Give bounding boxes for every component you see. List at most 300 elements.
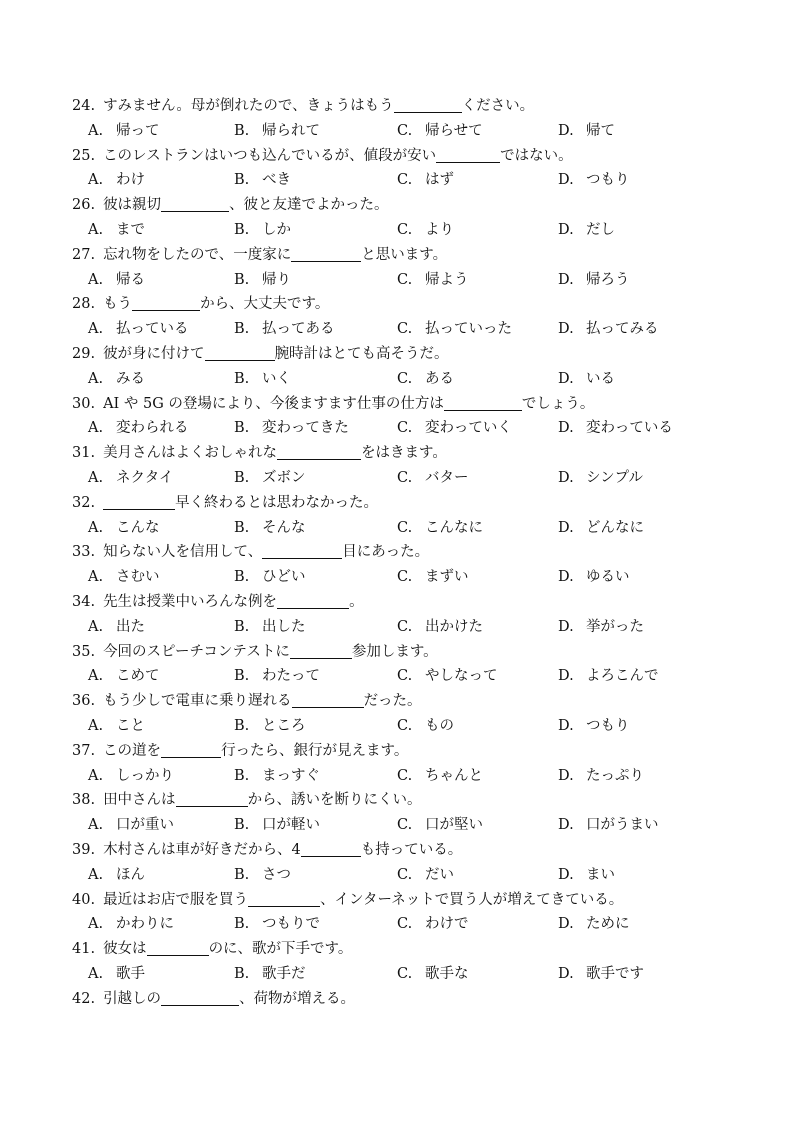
option-c bbox=[397, 218, 454, 243]
option-letter: A. bbox=[88, 221, 104, 238]
option-b bbox=[234, 565, 306, 590]
question-text-after-blank: をはきます。 bbox=[361, 445, 447, 462]
option-text: 帰る bbox=[116, 271, 145, 288]
option-a bbox=[88, 516, 160, 541]
options-row bbox=[72, 764, 762, 789]
question-36 bbox=[72, 689, 762, 714]
question-27 bbox=[72, 243, 762, 268]
option-letter: A. bbox=[88, 817, 104, 834]
option-a bbox=[88, 714, 145, 739]
option-text: いく bbox=[262, 370, 291, 387]
option-letter: D. bbox=[558, 469, 574, 486]
option-c bbox=[397, 565, 469, 590]
option-text: 帰ろう bbox=[586, 271, 630, 288]
option-d bbox=[558, 268, 630, 293]
option-letter: D. bbox=[558, 668, 574, 685]
option-a bbox=[88, 168, 145, 193]
option-b bbox=[234, 466, 306, 491]
option-a bbox=[88, 416, 189, 441]
question-text-before-blank: もう bbox=[103, 296, 133, 313]
question-number: 30. bbox=[72, 395, 96, 412]
option-letter: B. bbox=[234, 122, 250, 139]
answer-blank bbox=[291, 245, 361, 262]
option-letter: D. bbox=[558, 221, 574, 238]
option-letter: B. bbox=[234, 866, 250, 883]
option-text: 変わっていく bbox=[425, 420, 512, 437]
options-row bbox=[72, 466, 762, 491]
option-text: バター bbox=[425, 469, 469, 486]
option-letter: C. bbox=[397, 321, 413, 338]
option-letter: D. bbox=[558, 717, 574, 734]
answer-blank bbox=[161, 741, 221, 758]
options-row bbox=[72, 268, 762, 293]
option-letter: A. bbox=[88, 519, 104, 536]
question-38 bbox=[72, 788, 762, 813]
option-a bbox=[88, 466, 173, 491]
answer-blank bbox=[161, 989, 239, 1006]
option-letter: B. bbox=[234, 717, 250, 734]
question-number: 24. bbox=[72, 98, 96, 114]
question-40 bbox=[72, 888, 762, 913]
option-letter: D. bbox=[558, 420, 574, 437]
option-text: 出かけた bbox=[425, 618, 483, 635]
question-text-after-blank: 、彼と友達でよかった。 bbox=[229, 197, 389, 214]
option-text: だい bbox=[425, 866, 454, 883]
option-a bbox=[88, 268, 145, 293]
option-letter: C. bbox=[397, 271, 413, 288]
option-a bbox=[88, 664, 160, 689]
option-letter: D. bbox=[558, 767, 574, 784]
option-c bbox=[397, 516, 483, 541]
option-letter: C. bbox=[397, 717, 413, 734]
question-text-after-blank: と思います。 bbox=[361, 246, 448, 263]
option-letter: B. bbox=[234, 271, 250, 288]
answer-blank bbox=[176, 790, 248, 807]
option-b bbox=[234, 714, 306, 739]
answer-blank bbox=[394, 96, 462, 113]
option-b bbox=[234, 367, 291, 392]
option-d bbox=[558, 664, 659, 689]
option-letter: A. bbox=[88, 965, 104, 982]
option-letter: A. bbox=[88, 271, 104, 288]
question-text-after-blank: だった。 bbox=[363, 693, 422, 710]
option-c bbox=[397, 466, 469, 491]
option-b bbox=[234, 664, 320, 689]
question-text-before-blank: このレストランはいつも込んでいるが、値段が安い bbox=[103, 147, 437, 164]
answer-blank bbox=[444, 394, 522, 411]
options-row bbox=[72, 664, 762, 689]
options-row bbox=[72, 813, 762, 838]
question-number: 32. bbox=[72, 494, 96, 511]
answer-blank bbox=[262, 542, 342, 559]
question-32 bbox=[72, 491, 762, 516]
option-text: より bbox=[425, 221, 454, 238]
option-text: しか bbox=[262, 221, 291, 238]
option-text: わけで bbox=[425, 916, 469, 933]
option-c bbox=[397, 119, 483, 144]
question-number: 40. bbox=[72, 891, 96, 908]
question-text-after-blank: 。 bbox=[349, 593, 364, 610]
option-c bbox=[397, 615, 483, 640]
option-text: こと bbox=[116, 717, 145, 734]
option-d bbox=[558, 516, 644, 541]
question-text-before-blank: 田中さんは bbox=[103, 792, 176, 809]
option-b bbox=[234, 912, 320, 937]
options-row bbox=[72, 516, 762, 541]
answer-blank bbox=[132, 294, 200, 311]
question-25 bbox=[72, 144, 762, 169]
option-text: はず bbox=[425, 172, 454, 189]
option-text: こんなに bbox=[425, 519, 483, 536]
option-text: 歌手 bbox=[116, 965, 145, 982]
option-letter: B. bbox=[234, 767, 250, 784]
option-letter: C. bbox=[397, 420, 413, 437]
option-letter: A. bbox=[88, 321, 104, 338]
option-d bbox=[558, 119, 615, 144]
question-text-after-blank: ではない。 bbox=[500, 147, 573, 164]
option-text: 帰らせて bbox=[425, 122, 483, 139]
option-c bbox=[397, 168, 454, 193]
question-text-after-blank: 腕時計はとても高そうだ。 bbox=[274, 345, 449, 362]
option-b bbox=[234, 168, 291, 193]
question-text-before-blank: 引越しの bbox=[103, 990, 162, 1007]
option-letter: A. bbox=[88, 172, 104, 189]
option-text: みる bbox=[116, 370, 145, 387]
question-39 bbox=[72, 838, 762, 863]
option-text: ある bbox=[425, 370, 454, 387]
option-a bbox=[88, 218, 145, 243]
option-a bbox=[88, 615, 145, 640]
option-a bbox=[88, 119, 160, 144]
option-letter: D. bbox=[558, 172, 574, 189]
option-text: 払ってみる bbox=[586, 321, 659, 338]
question-number: 39. bbox=[72, 841, 96, 858]
option-d bbox=[558, 218, 615, 243]
question-number: 34. bbox=[72, 593, 96, 610]
option-text: そんな bbox=[262, 519, 306, 536]
question-text-before-blank: 彼が身に付けて bbox=[103, 345, 205, 362]
option-letter: C. bbox=[397, 370, 413, 387]
option-text: ところ bbox=[262, 717, 306, 734]
option-letter: C. bbox=[397, 221, 413, 238]
option-text: かわりに bbox=[116, 916, 174, 933]
question-35 bbox=[72, 640, 762, 665]
question-number: 35. bbox=[72, 643, 96, 660]
question-text-after-blank: から、誘いを断りにくい。 bbox=[247, 792, 422, 809]
option-text: まで bbox=[116, 221, 145, 238]
option-text: もの bbox=[425, 717, 454, 734]
question-text-after-blank: 、インターネットで買う人が増えてきている。 bbox=[320, 891, 624, 908]
option-text: わたって bbox=[262, 668, 320, 685]
option-text: つもり bbox=[586, 172, 630, 189]
option-letter: A. bbox=[88, 916, 104, 933]
answer-blank bbox=[103, 493, 175, 510]
option-text: さつ bbox=[262, 866, 291, 883]
option-d bbox=[558, 615, 644, 640]
option-c bbox=[397, 863, 454, 888]
question-24 bbox=[72, 94, 762, 119]
option-d bbox=[558, 466, 643, 491]
question-number: 41. bbox=[72, 941, 96, 958]
option-c bbox=[397, 714, 454, 739]
option-letter: A. bbox=[88, 717, 104, 734]
option-text: さむい bbox=[116, 569, 160, 586]
option-text: 口がうまい bbox=[586, 817, 659, 834]
option-letter: D. bbox=[558, 122, 574, 139]
option-text: ほん bbox=[116, 866, 145, 883]
option-text: シンプル bbox=[586, 469, 644, 486]
answer-blank bbox=[205, 344, 275, 361]
option-d bbox=[558, 565, 630, 590]
option-text: 歌手だ bbox=[262, 965, 306, 982]
option-b bbox=[234, 863, 291, 888]
question-number: 42. bbox=[72, 990, 96, 1007]
question-42 bbox=[72, 987, 762, 1012]
question-text-after-blank: 目にあった。 bbox=[342, 544, 430, 561]
option-text: 変わっている bbox=[586, 420, 673, 437]
option-letter: C. bbox=[397, 817, 413, 834]
options-row bbox=[72, 416, 762, 441]
option-text: 変わられる bbox=[116, 420, 189, 437]
question-33 bbox=[72, 540, 762, 565]
question-text-before-blank: 美月さんはよくおしゃれな bbox=[103, 445, 278, 462]
option-text: ネクタイ bbox=[116, 469, 174, 486]
option-letter: B. bbox=[234, 469, 250, 486]
option-text: ひどい bbox=[262, 569, 306, 586]
question-text-after-blank: のに、歌が下手です。 bbox=[208, 941, 353, 958]
option-text: 払っていった bbox=[425, 321, 512, 338]
option-letter: B. bbox=[234, 370, 250, 387]
option-letter: D. bbox=[558, 618, 574, 635]
question-41 bbox=[72, 937, 762, 962]
option-letter: B. bbox=[234, 321, 250, 338]
option-letter: B. bbox=[234, 172, 250, 189]
option-letter: B. bbox=[234, 221, 250, 238]
question-text-before-blank: 木村さんは車が好きだから、4 bbox=[103, 841, 301, 858]
option-a bbox=[88, 912, 174, 937]
option-text: 帰り bbox=[262, 271, 291, 288]
question-number: 26. bbox=[72, 197, 96, 214]
question-text-before-blank: 彼女は bbox=[103, 941, 147, 958]
question-number: 36. bbox=[72, 693, 96, 710]
option-a bbox=[88, 764, 174, 789]
option-b bbox=[234, 119, 320, 144]
option-letter: C. bbox=[397, 965, 413, 982]
options-row bbox=[72, 912, 762, 937]
question-text-after-blank: 早く終わるとは思わなかった。 bbox=[175, 494, 379, 511]
option-letter: D. bbox=[558, 866, 574, 883]
option-b bbox=[234, 516, 306, 541]
option-text: こんな bbox=[116, 519, 160, 536]
option-text: べき bbox=[262, 172, 291, 189]
options-row bbox=[72, 119, 762, 144]
option-text: いる bbox=[586, 370, 615, 387]
question-text-before-blank: 忘れ物をしたので、一度家に bbox=[103, 246, 292, 263]
question-text-after-blank: 行ったら、銀行が見えます。 bbox=[221, 742, 409, 759]
question-text-after-blank: も持っている。 bbox=[360, 841, 463, 858]
option-c bbox=[397, 962, 469, 987]
option-text: 払っている bbox=[116, 321, 189, 338]
question-number: 37. bbox=[72, 742, 96, 759]
option-d bbox=[558, 813, 659, 838]
option-a bbox=[88, 813, 174, 838]
option-text: ちゃんと bbox=[425, 767, 483, 784]
option-letter: B. bbox=[234, 618, 250, 635]
question-number: 33. bbox=[72, 544, 96, 561]
option-text: 歌手です bbox=[586, 965, 644, 982]
option-text: 口が堅い bbox=[425, 817, 483, 834]
option-letter: D. bbox=[558, 916, 574, 933]
option-d bbox=[558, 912, 630, 937]
question-list bbox=[72, 94, 762, 1011]
answer-blank bbox=[277, 443, 361, 460]
option-text: ズボン bbox=[262, 469, 306, 486]
question-37 bbox=[72, 739, 762, 764]
option-c bbox=[397, 416, 512, 441]
option-d bbox=[558, 714, 630, 739]
options-row bbox=[72, 168, 762, 193]
option-a bbox=[88, 565, 160, 590]
option-letter: D. bbox=[558, 817, 574, 834]
question-text-before-blank: もう少しで電車に乗り遅れる bbox=[103, 693, 292, 710]
option-text: まっすぐ bbox=[262, 767, 320, 784]
options-row bbox=[72, 714, 762, 739]
question-text-before-blank: 今回のスピーチコンテストに bbox=[103, 643, 290, 660]
option-text: 出た bbox=[116, 618, 145, 635]
options-row bbox=[72, 615, 762, 640]
option-a bbox=[88, 367, 145, 392]
option-b bbox=[234, 962, 306, 987]
option-letter: B. bbox=[234, 916, 250, 933]
option-text: ために bbox=[586, 916, 630, 933]
option-letter: A. bbox=[88, 569, 104, 586]
option-letter: D. bbox=[558, 519, 574, 536]
option-d bbox=[558, 168, 630, 193]
option-letter: A. bbox=[88, 420, 104, 437]
option-d bbox=[558, 863, 615, 888]
option-text: 帰よう bbox=[425, 271, 469, 288]
answer-blank bbox=[147, 939, 209, 956]
question-text-before-blank: AI や 5G の登場により、今後ますます仕事の仕方は bbox=[103, 395, 444, 412]
option-letter: A. bbox=[88, 469, 104, 486]
question-31 bbox=[72, 441, 762, 466]
option-text: 払ってある bbox=[262, 321, 335, 338]
option-text: まい bbox=[586, 866, 615, 883]
option-b bbox=[234, 615, 306, 640]
option-text: 挙がった bbox=[586, 618, 644, 635]
option-letter: B. bbox=[234, 420, 250, 437]
question-number: 27. bbox=[72, 246, 96, 263]
option-letter: D. bbox=[558, 321, 574, 338]
question-text-before-blank: 知らない人を信用して、 bbox=[103, 544, 263, 561]
options-row bbox=[72, 317, 762, 342]
option-b bbox=[234, 416, 349, 441]
question-28 bbox=[72, 292, 762, 317]
option-text: よろこんで bbox=[586, 668, 659, 685]
question-number: 31. bbox=[72, 445, 96, 462]
options-row bbox=[72, 962, 762, 987]
answer-blank bbox=[290, 642, 352, 659]
option-letter: C. bbox=[397, 122, 413, 139]
answer-blank bbox=[161, 195, 229, 212]
option-letter: B. bbox=[234, 519, 250, 536]
question-text-before-blank: すみません。母が倒れたので、きょうはもう bbox=[103, 98, 394, 114]
option-d bbox=[558, 962, 644, 987]
answer-blank bbox=[436, 146, 500, 163]
option-text: ゆるい bbox=[586, 569, 630, 586]
option-c bbox=[397, 317, 512, 342]
option-b bbox=[234, 317, 335, 342]
option-letter: D. bbox=[558, 965, 574, 982]
question-text-after-blank: 、荷物が増える。 bbox=[239, 990, 356, 1007]
option-text: 変わってきた bbox=[262, 420, 349, 437]
option-letter: A. bbox=[88, 767, 104, 784]
option-text: やしなって bbox=[425, 668, 498, 685]
option-letter: C. bbox=[397, 916, 413, 933]
option-c bbox=[397, 813, 483, 838]
question-text-before-blank: この道を bbox=[103, 742, 162, 759]
option-letter: D. bbox=[558, 569, 574, 586]
option-text: 口が軽い bbox=[262, 817, 320, 834]
option-letter: C. bbox=[397, 618, 413, 635]
option-b bbox=[234, 813, 320, 838]
option-text: 口が重い bbox=[116, 817, 174, 834]
question-text-after-blank: 参加します。 bbox=[351, 643, 438, 660]
option-letter: C. bbox=[397, 469, 413, 486]
option-b bbox=[234, 764, 320, 789]
question-text-before-blank: 先生は授業中いろんな例を bbox=[103, 593, 278, 610]
option-letter: D. bbox=[558, 370, 574, 387]
question-text-after-blank: ください。 bbox=[461, 98, 535, 114]
option-text: 帰って bbox=[116, 122, 160, 139]
option-letter: C. bbox=[397, 767, 413, 784]
answer-blank bbox=[301, 840, 361, 857]
question-text-after-blank: でしょう。 bbox=[521, 395, 595, 412]
option-letter: B. bbox=[234, 817, 250, 834]
option-c bbox=[397, 268, 469, 293]
option-c bbox=[397, 912, 469, 937]
option-text: わけ bbox=[116, 172, 145, 189]
option-c bbox=[397, 764, 483, 789]
option-text: こめて bbox=[116, 668, 160, 685]
answer-blank bbox=[292, 691, 364, 708]
option-letter: A. bbox=[88, 370, 104, 387]
option-b bbox=[234, 268, 291, 293]
option-letter: B. bbox=[234, 668, 250, 685]
option-a bbox=[88, 863, 145, 888]
option-d bbox=[558, 367, 615, 392]
answer-blank bbox=[248, 890, 320, 907]
option-text: どんなに bbox=[586, 519, 644, 536]
option-text: 歌手な bbox=[425, 965, 469, 982]
question-34 bbox=[72, 590, 762, 615]
option-text: つもりで bbox=[262, 916, 320, 933]
option-d bbox=[558, 416, 673, 441]
question-number: 25. bbox=[72, 147, 96, 164]
option-c bbox=[397, 664, 498, 689]
option-text: 帰て bbox=[586, 122, 615, 139]
option-letter: A. bbox=[88, 122, 104, 139]
option-text: 帰られて bbox=[262, 122, 320, 139]
option-letter: C. bbox=[397, 866, 413, 883]
option-letter: C. bbox=[397, 172, 413, 189]
question-text-after-blank: から、大丈夫です。 bbox=[200, 296, 330, 313]
option-text: だし bbox=[586, 221, 615, 238]
option-text: つもり bbox=[586, 717, 630, 734]
option-letter: C. bbox=[397, 519, 413, 536]
option-text: しっかり bbox=[116, 767, 174, 784]
option-letter: A. bbox=[88, 618, 104, 635]
